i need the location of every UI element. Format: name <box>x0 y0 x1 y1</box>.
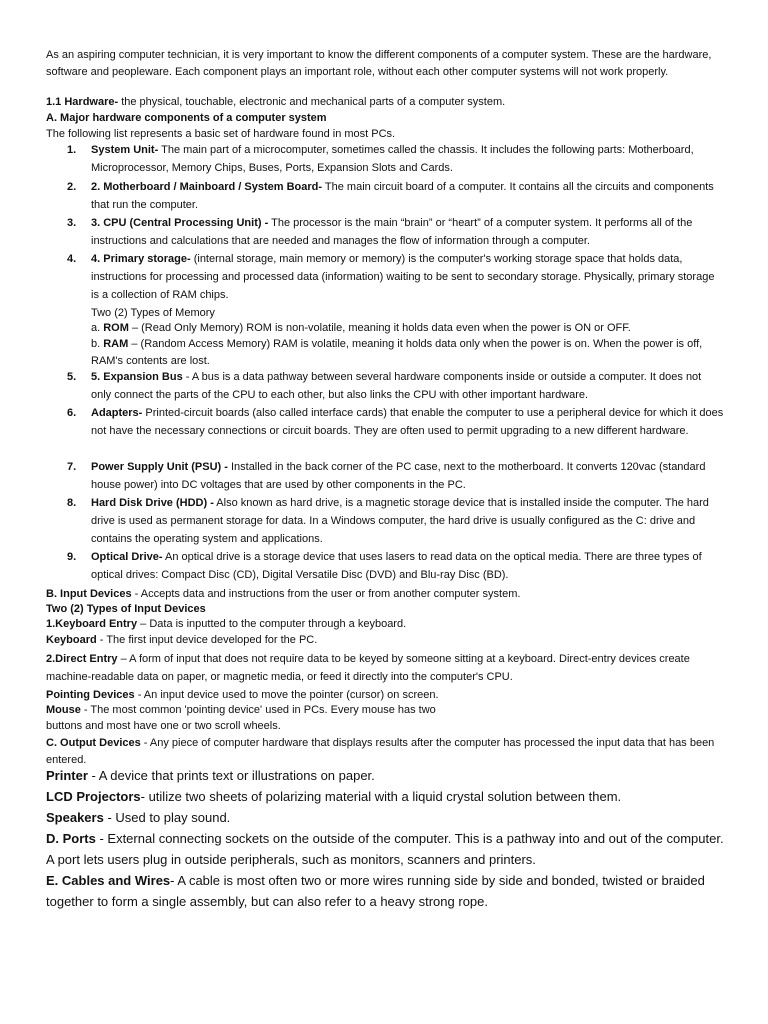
list-item-number: 9. <box>67 551 77 563</box>
output-devices-definition: C. Output Devices - Any piece of computer hardware that displays results after the computer has processed the input data that has been entered. <box>46 737 715 766</box>
section-a-intro: The following list represents a basic set of hardware found in most PCs. <box>46 128 396 140</box>
list-item-expansion-bus: 5. Expansion Bus - A bus is a data pathway between several hardware components inside or outside a computer. It does not only connect the parts of the CPU to each other, but also links the CPU with other important hardware. <box>91 371 702 401</box>
mouse-definition: Mouse - The most common 'pointing device' used in PCs. Every mouse has two <box>46 704 436 716</box>
direct-entry-definition: 2.Direct Entry – A form of input that does not require data to be keyed by someone sitting at a keyboard. Direct-entry devices create machine-readable data on paper, or magnetic media, or feed it directly into the computer's CPU. <box>46 653 690 683</box>
keyboard-entry-definition: 1.Keyboard Entry – Data is inputted to the computer through a keyboard. <box>46 618 407 630</box>
section-a-title: A. Major hardware components of a computer system <box>46 112 327 124</box>
list-item-cpu: 3. CPU (Central Processing Unit) - The processor is the main “brain” or “heart” of a computer system. It performs all of the instructions and calculations that are needed and manages the flow of information through a computer. <box>91 217 693 247</box>
hardware-definition: 1.1 Hardware- the physical, touchable, electronic and mechanical parts of a computer system. <box>46 96 506 108</box>
input-types-title: Two (2) Types of Input Devices <box>46 603 206 615</box>
intro-paragraph: As an aspiring computer technician, it is very important to know the different components of a computer system. These are the hardware, software and peopleware. Each component plays an important role, without each other computer systems will not work properly. <box>46 49 712 78</box>
speakers-definition: Speakers - Used to play sound. <box>46 810 231 825</box>
keyboard-definition: Keyboard - The first input device developed for the PC. <box>46 634 318 646</box>
list-item-number: 1. <box>67 144 77 156</box>
list-item-number: 2. <box>67 181 77 193</box>
list-item-optical-drive: Optical Drive- An optical drive is a storage device that uses lasers to read data on the optical media. There are three types of optical drives: Compact Disc (CD), Digital Versatile Disc (DVD) and Blu-ray Disc (BD). <box>91 551 702 581</box>
lcd-projectors-definition: LCD Projectors- utilize two sheets of polarizing material with a liquid crystal solution between them. <box>46 789 622 804</box>
mouse-definition-continued: buttons and most have one or two scroll wheels. <box>46 720 281 732</box>
pointing-devices-definition: Pointing Devices - An input device used to move the pointer (cursor) on screen. <box>46 689 439 701</box>
list-item-adapters: Adapters- Printed-circuit boards (also called interface cards) that enable the computer to use a peripheral device for which it does not have the necessary connections or circuit boards. They are often used to permit upgrading to a new different hardware. <box>91 407 724 437</box>
rom-definition: a. ROM – (Read Only Memory) ROM is non-volatile, meaning it holds data even when the power is ON or OFF. <box>91 322 631 334</box>
list-item-hard-disk: Hard Disk Drive (HDD) - Also known as hard drive, is a magnetic storage device that is installed inside the computer. The hard drive is used as permanent storage for data. In a Windows computer, the hard drive is usually configured as the C: drive and contains the operating system and applications. <box>91 497 709 545</box>
ram-definition: b. RAM – (Random Access Memory) RAM is volatile, meaning it holds data only when the power is on. When the power is off, RAM's contents are lost. <box>91 338 703 367</box>
list-item-number: 5. <box>67 371 77 383</box>
list-item-motherboard: 2. Motherboard / Mainboard / System Board- The main circuit board of a computer. It contains all the circuits and components that run the computer. <box>91 181 714 211</box>
list-item-number: 8. <box>67 497 77 509</box>
list-item-system-unit: System Unit- The main part of a microcomputer, sometimes called the chassis. It includes the following parts: Motherboard, Microprocessor, Memory Chips, Buses, Ports, Expansion Slots and Cards. <box>91 144 694 174</box>
list-item-primary-storage: 4. Primary storage- (internal storage, main memory or memory) is the computer's working storage space that holds data, instructions for processing and processed data (information) waiting to be sent to secondary storage. Physically, primary storage is a collection of RAM chips. <box>91 253 715 301</box>
printer-definition: Printer - A device that prints text or illustrations on paper. <box>46 768 375 783</box>
list-item-number: 4. <box>67 253 77 265</box>
input-devices-definition: B. Input Devices - Accepts data and instructions from the user or from another computer system. <box>46 588 521 600</box>
list-item-number: 6. <box>67 407 77 419</box>
memory-types-title: Two (2) Types of Memory <box>91 307 215 319</box>
ports-definition: D. Ports - External connecting sockets on the outside of the computer. This is a pathway into and out of the computer. A port lets users plug in outside peripherals, such as monitors, scanners and printers. <box>46 831 724 867</box>
list-item-number: 7. <box>67 461 77 473</box>
cables-definition: E. Cables and Wires- A cable is most often two or more wires running side by side and bonded, twisted or braided together to form a single assembly, but can also refer to a heavy strong rope. <box>46 873 705 909</box>
list-item-power-supply: Power Supply Unit (PSU) - Installed in the back corner of the PC case, next to the motherboard. It converts 120vac (standard house power) into DC voltages that are used by other components in the PC. <box>91 461 706 491</box>
list-item-number: 3. <box>67 217 77 229</box>
